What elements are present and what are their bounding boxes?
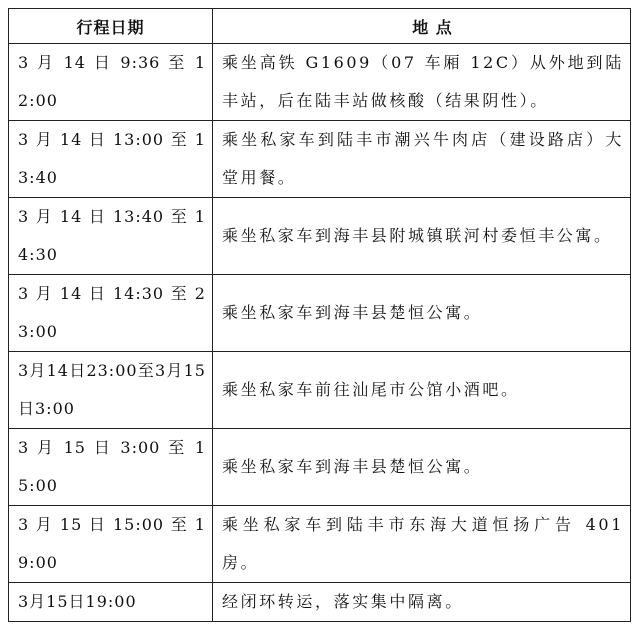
row-place: 乘坐私家车到海丰县楚恒公寓。 [213,275,631,352]
table-row [9,352,631,429]
row-place: 乘坐私家车到陆丰市东海大道恒扬广告 401 房。 [213,506,631,583]
table-row [9,429,631,506]
header-place: 地 点 [213,9,631,44]
row-time: 3 月 15 日 15:00 至 19:00 [9,506,213,583]
table-row [9,198,631,275]
row-place: 乘坐私家车到海丰县楚恒公寓。 [213,429,631,506]
row-place: 经闭环转运，落实集中隔离。 [213,583,631,622]
itinerary-table [8,8,631,622]
row-place: 乘坐私家车到陆丰市潮兴牛肉店（建设路店）大堂用餐。 [213,121,631,198]
table-row [9,44,631,121]
row-place: 乘坐私家车到海丰县附城镇联河村委恒丰公寓。 [213,198,631,275]
table-row [9,506,631,583]
row-time: 3月15日19:00 [9,583,213,622]
row-time: 3 月 14 日 13:40 至 14:30 [9,198,213,275]
table-row [9,583,631,622]
row-place: 乘坐高铁 G1609（07 车厢 12C）从外地到陆丰站，后在陆丰站做核酸（结果阴性）。 [213,44,631,121]
table-row [9,121,631,198]
row-time: 3 月 15 日 3:00 至 15:00 [9,429,213,506]
header-time: 行程日期 [9,9,213,44]
table-header-row [9,9,631,44]
row-place: 乘坐私家车前往汕尾市公馆小酒吧。 [213,352,631,429]
row-time: 3月14日23:00至3月15日3:00 [9,352,213,429]
row-time: 3 月 14 日 9:36 至 12:00 [9,44,213,121]
row-time: 3 月 14 日 13:00 至 13:40 [9,121,213,198]
row-time: 3 月 14 日 14:30 至 23:00 [9,275,213,352]
table-row [9,275,631,352]
